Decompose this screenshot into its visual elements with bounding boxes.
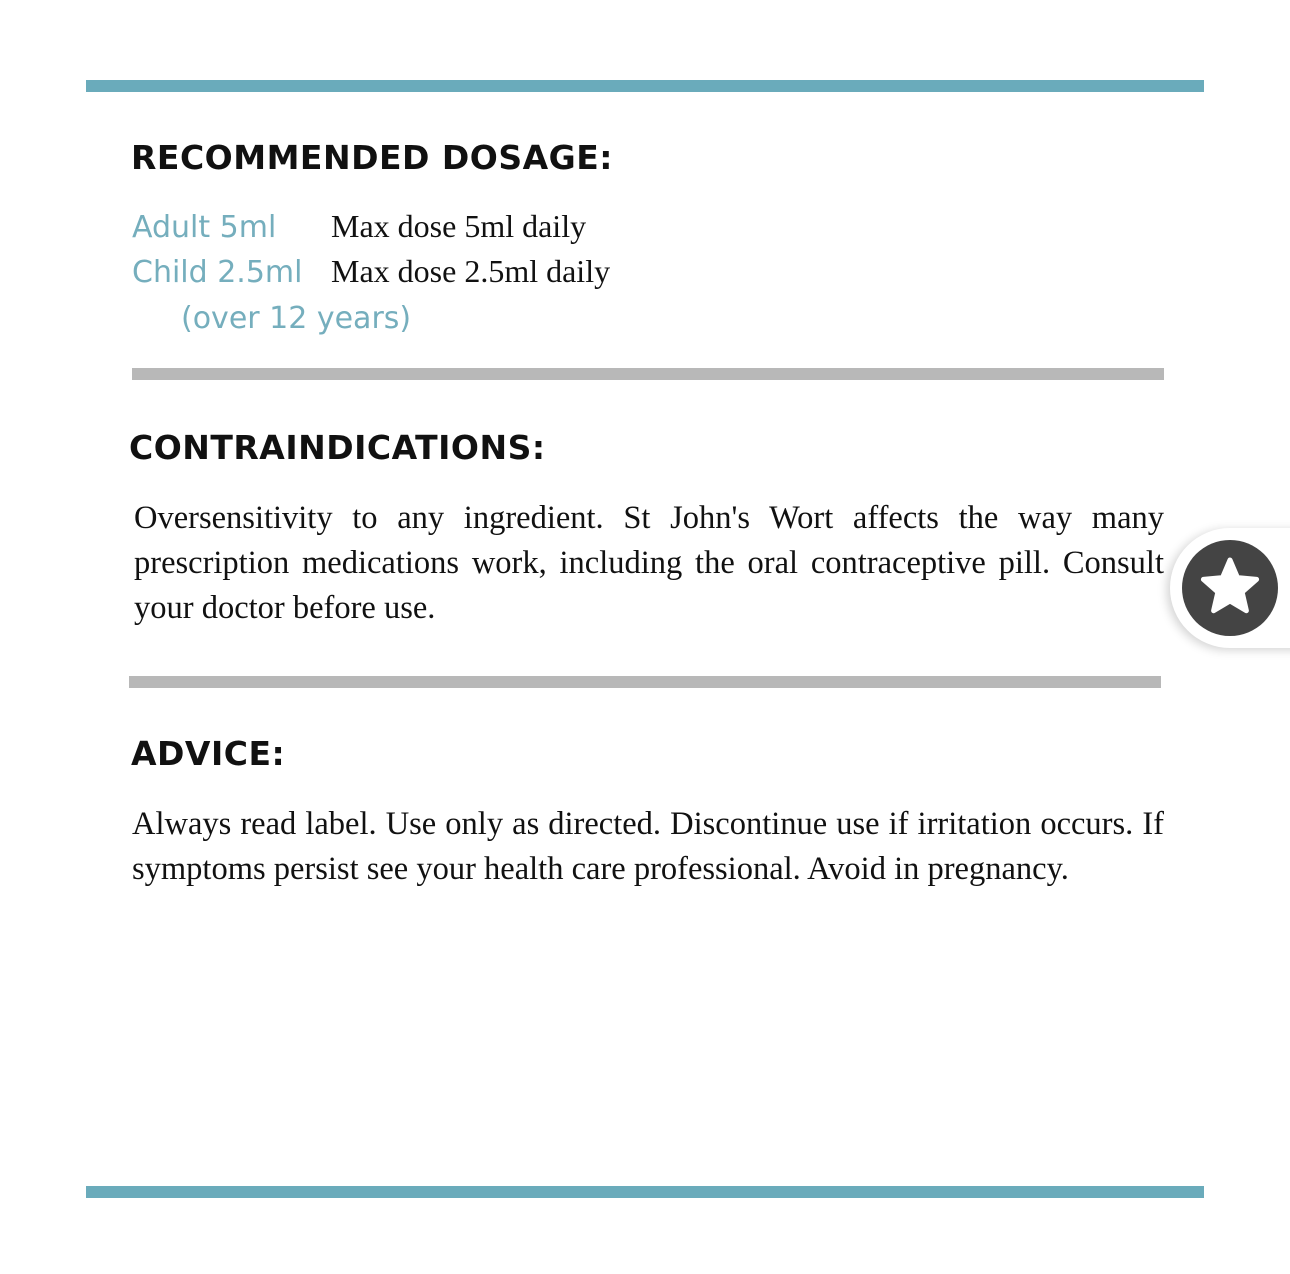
- favorite-tab: [1170, 528, 1290, 648]
- contraindications-text: Oversensitivity to any ingredient. St John's Wort affects the way many prescription medications work, including the oral contraceptive pill. Consult your doctor before use.: [134, 500, 1164, 626]
- dosage-heading: RECOMMENDED DOSAGE:: [131, 138, 613, 177]
- contraindications-heading: CONTRAINDICATIONS:: [129, 428, 546, 467]
- adult-dose-value: Max dose 5ml daily: [331, 208, 587, 244]
- child-age-note: (over 12 years): [181, 301, 412, 336]
- child-dose-value: Max dose 2.5ml daily: [331, 253, 611, 289]
- top-accent-rule: [86, 80, 1204, 92]
- section-divider: [132, 368, 1164, 380]
- star-icon: [1182, 540, 1278, 636]
- adult-dose-label: Adult 5ml: [132, 210, 277, 245]
- favorite-button[interactable]: [1182, 540, 1278, 636]
- advice-heading: ADVICE:: [131, 734, 286, 773]
- advice-text: Always read label. Use only as directed. Discontinue use if irritation occurs. If symptoms persist see your health care professional. Avoid in pregnancy.: [132, 806, 1164, 887]
- child-dose-label: Child 2.5ml: [132, 255, 303, 290]
- bottom-accent-rule: [86, 1186, 1204, 1198]
- section-divider: [129, 676, 1161, 688]
